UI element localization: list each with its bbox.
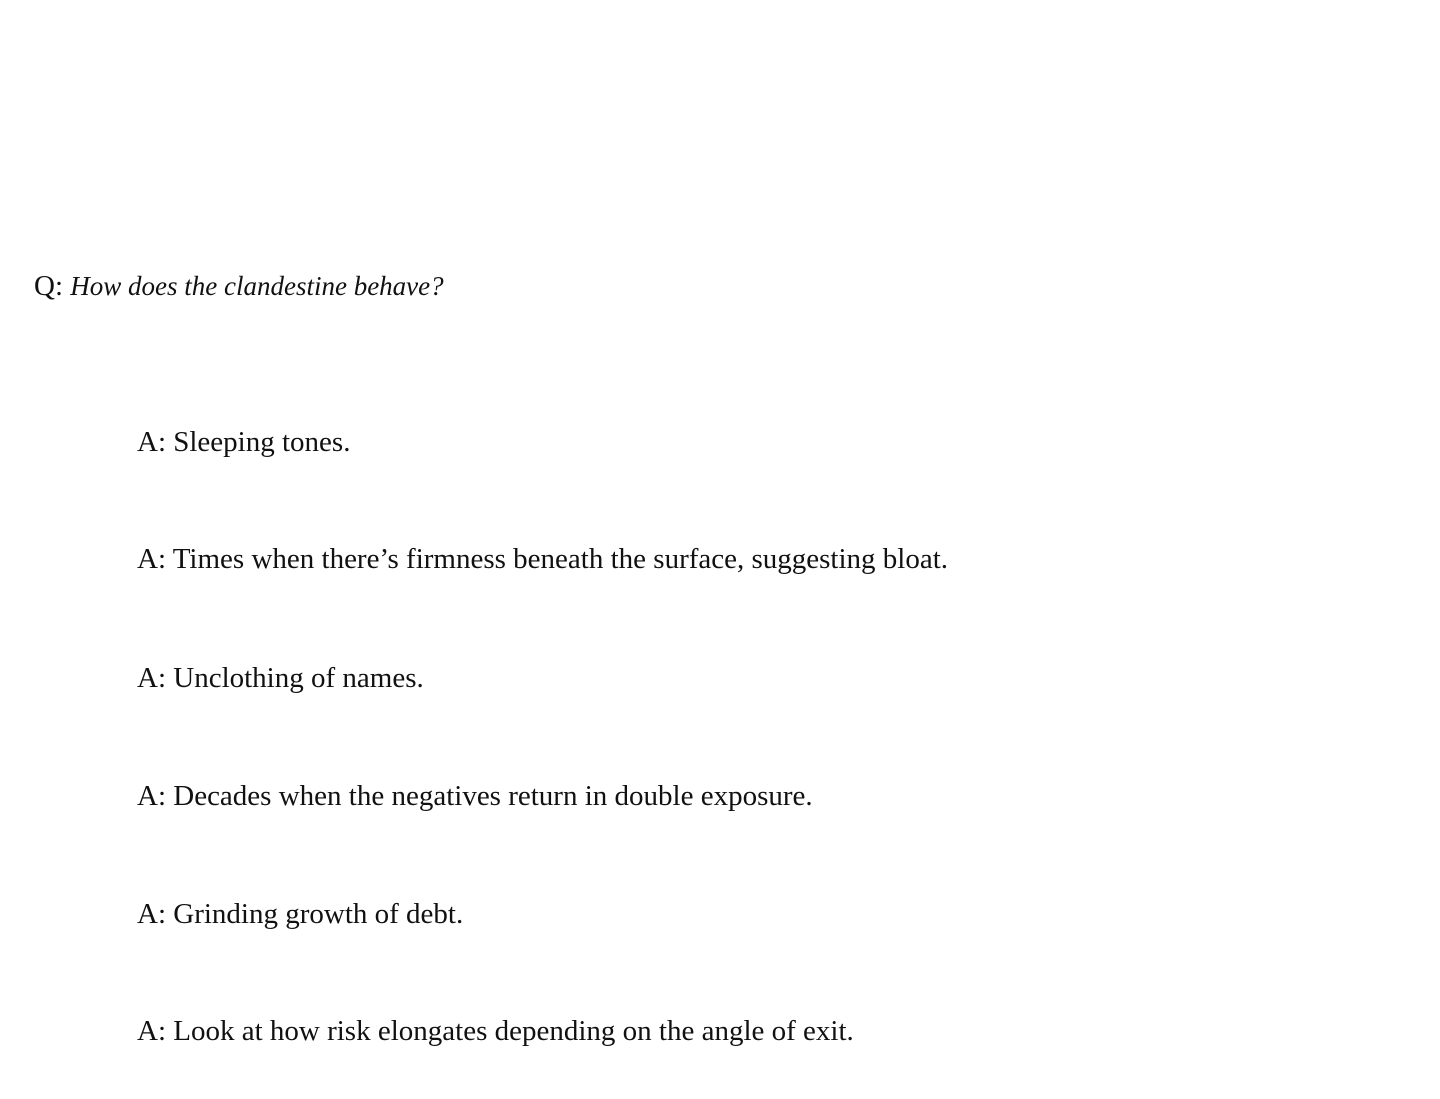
answer-line: A: Grinding growth of debt. [137, 898, 464, 930]
answer-line: A: Sleeping tones. [137, 426, 351, 458]
answer-line: A: Look at how risk elongates depending on the angle of exit. [137, 1015, 854, 1047]
answer-line: A: Times when there’s firmness beneath the surface, suggesting bloat. [137, 543, 949, 575]
question-line [34, 268, 444, 304]
answer-line: A: Decades when the negatives return in double exposure. [137, 780, 813, 812]
question-text: How does the clandestine behave? [70, 271, 444, 301]
answer-line: A: Unclothing of names. [137, 662, 424, 694]
question-label: Q: [34, 270, 71, 302]
